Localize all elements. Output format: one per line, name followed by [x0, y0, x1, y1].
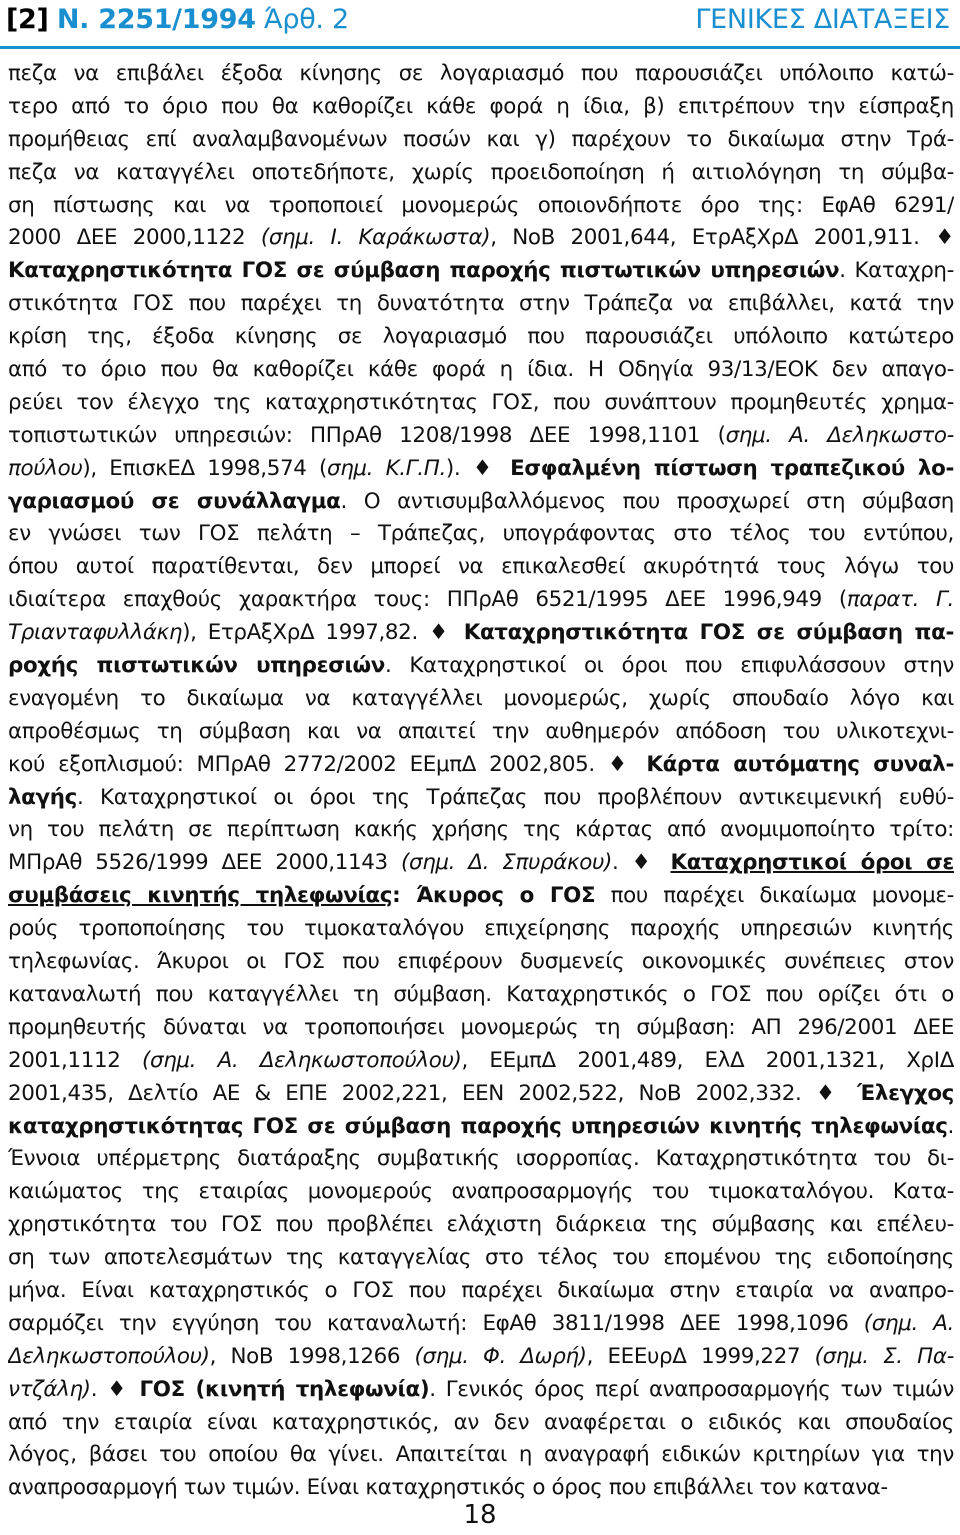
law-reference: Ν. 2251/1994: [56, 4, 256, 35]
text-segment: .: [947, 1113, 954, 1139]
text-segment: γαριασμού σε συνάλλαγμα: [8, 488, 341, 514]
text-line: [8, 814, 954, 847]
text-line: [8, 420, 954, 453]
text-segment: σημ. Α. Δεληκωστο-: [725, 422, 954, 448]
text-segment: ροχής πιστωτικών υπηρεσιών: [8, 653, 385, 679]
text-segment: νη του πελάτη σε περίπτωση κακής χρήσης της κάρτας από ανομιμοποίητο τρίτο:: [8, 817, 954, 843]
text-line: [8, 551, 954, 584]
text-segment: Καταχρηστικοί όροι σε: [670, 850, 954, 876]
text-segment: στικότητα ΓΟΣ που παρέχει τη δυνατότητα στην Τράπεζα να επιβάλλει, κατά την: [8, 291, 954, 317]
text-segment: , ΝοΒ 1998,1266: [209, 1343, 415, 1369]
text-segment: (σημ. Φ. Δωρή): [414, 1343, 587, 1369]
text-segment: καιώματος της εταιρίας μονομερούς αναπροσαρμογής του τιμοκαταλόγου. Κατα-: [8, 1179, 954, 1205]
text-segment: Έννοια υπέρμετρης διατάραξης συμβατικής ισορροπίας. Καταχρηστικότητα του δι-: [8, 1146, 954, 1172]
text-line: [8, 1111, 954, 1144]
text-segment: προμηθευτής δύναται να τροποποιήσει μονομερώς τη σύμβαση: ΑΠ 296/2001 ΔΕΕ: [8, 1014, 954, 1040]
text-segment: (σημ. Α.: [863, 1310, 954, 1336]
text-line: [8, 1308, 954, 1341]
text-segment: Κάρτα αυτόματης συναλ-: [646, 751, 954, 777]
text-segment: απροθέσμως τη σύμβαση και να απαιτεί την αυθημερόν απόδοση του υλικοτεχνι-: [8, 718, 954, 744]
text-line: [8, 584, 954, 617]
text-line: [8, 617, 954, 650]
text-segment: λαγής: [8, 784, 77, 810]
text-line: [8, 1374, 954, 1407]
text-segment: 2000 ΔΕΕ 2000,1122: [8, 225, 261, 251]
text-line: [8, 716, 954, 749]
text-line: [8, 124, 954, 157]
text-segment: . Γενικός όρος περί αναπροσαρμογής των τιμών: [429, 1376, 954, 1402]
text-line: [8, 1176, 954, 1209]
text-segment: (σημ. Δ. Σπυράκου): [401, 850, 613, 876]
text-line: [8, 913, 954, 946]
text-line: [8, 222, 954, 255]
text-line: [8, 683, 954, 716]
text-line: [8, 453, 954, 486]
text-segment: ), ΕτρΑξΧρΔ 1997,82. ♦: [182, 620, 464, 646]
text-segment: . Καταχρηστικοί οι όροι που επιφυλάσσουν στην: [384, 653, 954, 679]
text-segment: ρούς τροποποίησης του τιμοκαταλόγου επιχείρησης παροχής υπηρεσιών κινητής: [8, 916, 954, 942]
text-segment: 2001,1112: [8, 1047, 143, 1073]
text-segment: συμβάσεις κινητής τηλεφωνίας: [8, 883, 393, 909]
text-segment: εν γνώσει των ΓΟΣ πελάτη – Τράπεζας, υπογράφοντας στο τέλος του εντύπου,: [8, 521, 954, 547]
text-segment: 2001,435, Δελτίο ΑΕ & ΕΠΕ 2002,221, ΕΕΝ 2002,522, ΝοΒ 2002,332. ♦: [8, 1080, 858, 1106]
text-segment: εναγομένη το δικαίωμα να καταγγέλλει μονομερώς, χωρίς σπουδαίο λόγο και: [8, 685, 954, 711]
section-number: [2]: [6, 4, 49, 35]
text-segment: λόγος, βάσει του οποίου θα γίνει. Απαιτείται η αναγραφή ειδικών κριτηρίων για την: [8, 1442, 954, 1468]
text-segment: από το όριο που θα καθορίζει κάθε φορά η ίδια. Η Οδηγία 93/13/ΕΟΚ δεν απαγο-: [8, 357, 954, 383]
text-segment: ιδιαίτερα επαχθούς χαρακτήρα τους: ΠΠρΑθ 6521/1995 ΔΕΕ 1996,949 (: [8, 587, 847, 613]
text-segment: ), ΕπισκΕΔ 1998,574 (: [82, 455, 327, 481]
header-left: [6, 4, 349, 35]
text-line: [8, 749, 954, 782]
text-segment: κρίση της, έξοδα κίνησης σε λογαριασμό που παρουσιάζει υπόλοιπο κατώτερο: [8, 324, 954, 350]
text-segment: ). ♦: [445, 455, 511, 481]
text-segment: , ΕΕμπΔ 2001,489, ΕλΔ 2001,1321, ΧρΙΔ: [461, 1047, 954, 1073]
text-line: [8, 847, 954, 880]
text-segment: που παρέχει δικαίωμα μονομε-: [595, 883, 954, 909]
text-segment: (σημ. Ι. Καράκωστα): [260, 225, 491, 251]
text-segment: Δεληκωστοπούλου): [8, 1343, 210, 1369]
text-line: [8, 1045, 954, 1078]
text-segment: πούλου: [8, 455, 83, 481]
text-segment: (σημ. Α. Δεληκωστοπούλου): [142, 1047, 462, 1073]
text-segment: πεζα να επιβάλει έξοδα κίνησης σε λογαριασμό που παρουσιάζει υπόλοιπο κατώ-: [8, 61, 954, 86]
text-segment: πεζα να καταγγέλει οποτεδήποτε, χωρίς προειδοποίηση ή αιτιολόγηση τη σύμβα-: [8, 159, 954, 185]
text-segment: ση των αποτελεσμάτων της καταγγελίας στο τέλος του επομένου της ειδοποίησης: [8, 1245, 954, 1271]
text-line: [8, 387, 954, 420]
text-segment: από την εταιρία είναι καταχρηστικός, αν δεν αναφέρεται ο ειδικός και σπουδαίος: [8, 1409, 954, 1435]
text-line: [8, 1143, 954, 1176]
text-line: [8, 1242, 954, 1275]
text-line: [8, 1012, 954, 1045]
text-segment: Καταχρηστικότητα ΓΟΣ σε σύμβαση παροχής πιστωτικών υπηρεσιών: [8, 258, 840, 284]
text-segment: καταχρηστικότητας ΓΟΣ σε σύμβαση παροχής υπηρεσιών κινητής τηλεφωνίας: [8, 1113, 948, 1139]
text-segment: , ΕΕΕυρΔ 1999,227: [586, 1343, 815, 1369]
text-line: [8, 1341, 954, 1374]
header-section-title: ΓΕΝΙΚΕΣ ΔΙΑΤΑΞΕΙΣ: [695, 4, 950, 35]
text-line: [8, 354, 954, 387]
text-segment: κού εξοπλισμού: ΜΠρΑθ 2772/2002 ΕΕμπΔ 2002,805. ♦: [8, 751, 647, 777]
text-line: [8, 1275, 954, 1308]
text-line: [8, 782, 954, 815]
text-segment: Καταχρηστικότητα ΓΟΣ σε σύμβαση πα-: [463, 620, 954, 646]
text-segment: , ΝοΒ 2001,644, ΕτρΑξΧρΔ 2001,911. ♦: [490, 225, 954, 251]
text-segment: Τριανταφυλλάκη: [8, 620, 183, 646]
text-line: [8, 255, 954, 288]
text-line: [8, 91, 954, 124]
text-segment: : Άκυρος ο ΓΟΣ: [392, 883, 596, 909]
text-segment: . Καταχρηστικοί οι όροι της Τράπεζας που προβλέπουν αντικειμενική ευθύ-: [76, 784, 954, 810]
text-segment: . ♦: [612, 850, 671, 876]
text-segment: (σημ. Σ. Πα-: [814, 1343, 954, 1369]
text-line: [8, 880, 954, 913]
text-segment: τερο από το όριο που θα καθορίζει κάθε φορά η ίδια, β) επιτρέπουν την είσπραξη: [8, 93, 954, 119]
text-segment: . ♦: [90, 1376, 140, 1402]
text-segment: προμήθειας επί αναλαμβανομένων ποσών και γ) παρέχουν το δικαίωμα στην Τρά-: [8, 126, 954, 152]
text-segment: καταναλωτή που καταγγέλλει τη σύμβαση. Καταχρηστικός ο ΓΟΣ που ορίζει ότι ο: [8, 981, 954, 1007]
page-number: 18: [463, 1500, 497, 1530]
text-line: [8, 157, 954, 190]
text-line: [8, 1407, 954, 1440]
text-line: [8, 1439, 954, 1472]
text-segment: μήνα. Είναι καταχρηστικός ο ΓΟΣ που παρέχει δικαίωμα στην εταιρία να αναπρο-: [8, 1277, 954, 1303]
text-line: [8, 979, 954, 1012]
text-line: [8, 650, 954, 683]
article-reference: Άρθ. 2: [263, 4, 349, 35]
text-line: [8, 1078, 954, 1111]
text-segment: ντζάλη): [8, 1376, 91, 1402]
text-segment: . Ο αντισυμβαλλόμενος που προσχωρεί στη σύμβαση: [340, 488, 954, 514]
text-line: [8, 946, 954, 979]
text-segment: ΜΠρΑθ 5526/1999 ΔΕΕ 2000,1143: [8, 850, 402, 876]
text-segment: Έλεγχος: [857, 1080, 954, 1106]
text-segment: σημ. Κ.Γ.Π.: [326, 455, 446, 481]
text-line: [8, 1209, 954, 1242]
text-segment: χρηστικότητα του ΓΟΣ που προβλέπει ελάχιστη διάρκεια της σύμβασης και επέλευ-: [8, 1212, 954, 1238]
page-header: [0, 0, 960, 44]
header-divider: [0, 46, 960, 49]
text-line: [8, 288, 954, 321]
text-line: [8, 518, 954, 551]
text-segment: αναπροσαρμογή των τιμών. Είναι καταχρηστικός ο όρος που επιβάλλει τον κατανα-: [8, 1475, 888, 1501]
text-segment: ρεύει τον έλεγχο της καταχρηστικότητας ΓΟΣ, που συνάπτουν προμηθευτές χρημα-: [8, 389, 954, 415]
text-segment: σαρμόζει την εγγύηση του καταναλωτή: ΕφΑθ 3811/1998 ΔΕΕ 1998,1096: [8, 1310, 864, 1336]
text-segment: . Καταχρη-: [839, 258, 954, 284]
text-segment: τηλεφωνίας. Άκυροι οι ΓΟΣ που επιφέρουν δυσμενείς οικονομικές συνέπειες στον: [8, 949, 954, 975]
text-segment: ση πίστωσης και να τροποποιεί μονομερώς οποιονδήποτε όρο της: ΕφΑθ 6291/: [8, 192, 954, 218]
text-segment: ΓΟΣ (κινητή τηλεφωνία): [139, 1376, 430, 1402]
body-text: [8, 58, 954, 1505]
text-segment: παρατ. Γ.: [846, 587, 954, 613]
text-line: [8, 58, 954, 91]
text-segment: Εσφαλμένη πίστωση τραπεζικού λο-: [510, 455, 954, 481]
text-line: [8, 486, 954, 519]
text-line: [8, 321, 954, 354]
text-segment: όπου αυτοί παρατίθενται, δεν μπορεί να επικαλεσθεί ακυρότητά τους λόγω του: [8, 554, 954, 580]
text-segment: τοπιστωτικών υπηρεσιών: ΠΠρΑθ 1208/1998 ΔΕΕ 1998,1101 (: [8, 422, 726, 448]
text-line: [8, 190, 954, 223]
